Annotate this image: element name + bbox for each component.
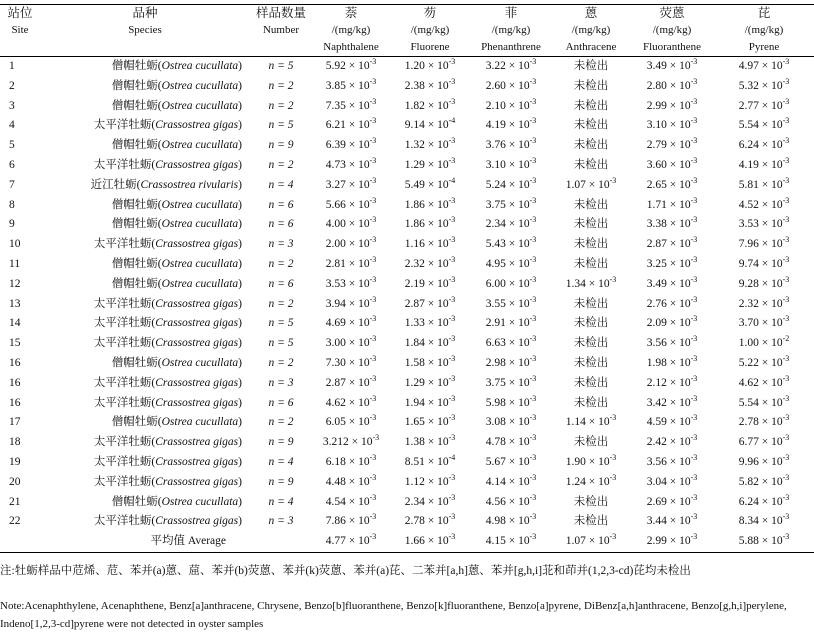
value-cell: $3.10 \times 10^{-3}$ [646,116,698,132]
value-cell: $7.35 \times 10^{-3}$ [325,96,377,112]
table-row [0,255,814,275]
compound-header-en: Naphthalene [312,39,390,57]
value-cell: $5.24 \times 10^{-3}$ [485,175,537,191]
site-cell: 16 [9,396,21,409]
species-cell: 僧帽牡蛎(Ostrea cucullata) [111,416,242,429]
sample-number-cell: n = 2 [268,416,294,429]
unit-label: /(mg/kg) [744,24,784,36]
species-cell: 僧帽牡蛎(Ostrea cucullata) [111,79,242,92]
value-cell: $3.212 \times 10^{-3}$ [322,433,380,449]
blank-cell [0,532,40,552]
site-cell: 22 [9,515,21,528]
value-cell: $9.74 \times 10^{-3}$ [738,254,790,270]
value-cell: $3.53 \times 10^{-3}$ [738,215,790,231]
table-row [0,77,814,97]
value-cell: $4.97 \times 10^{-3}$ [738,57,790,72]
blank-header-cell [0,39,40,57]
species-cell: 太平洋牡蛎(Crassostrea gigas) [93,317,242,330]
value-cell: $5.88 \times 10^{-3}$ [714,532,814,552]
sample-number-cell: n = 3 [268,515,294,528]
value-cell: $5.22 \times 10^{-3}$ [738,353,790,369]
value-cell: $1.24 \times 10^{-3}$ [565,472,617,488]
blank-header-cell [250,39,312,57]
value-cell: $4.69 \times 10^{-3}$ [325,314,377,330]
value-cell: $4.56 \times 10^{-3}$ [485,492,537,508]
value-cell: $1.65 \times 10^{-3}$ [404,413,456,429]
value-cell: $1.07 \times 10^{-3}$ [565,175,617,191]
table-row [0,413,814,433]
table-row [0,314,814,334]
value-cell: $1.29 \times 10^{-3}$ [404,373,456,389]
value-cell: $1.12 \times 10^{-3}$ [404,472,456,488]
sample-number-cell: n = 5 [268,60,294,72]
value-cell: $2.81 \times 10^{-3}$ [325,254,377,270]
value-cell: $5.92 \times 10^{-3}$ [325,57,377,72]
site-cell: 6 [9,158,15,171]
species-cell: 僧帽牡蛎(Ostrea cucullata) [111,257,242,270]
footnote-en: Note:Acenaphthylene, Acenaphthene, Benz[a]anthracene, Chrysene, Benzo[b]fluoranthene, Benzo[k]fluoranthene, Benzo[a]pyrene, DiBenz[a,h]anthracene, Benzo[g,h,i]perylene, Indeno[1,2,3-cd]pyrene were not detected in oyster samples [0,600,787,630]
value-cell: $2.42 \times 10^{-3}$ [646,433,698,449]
species-cell: 僧帽牡蛎(Ostrea cucullata) [111,60,242,72]
value-cell: $3.75 \times 10^{-3}$ [485,373,537,389]
sample-number-cell: n = 6 [268,396,294,409]
footnote-zh: 注:牡蛎样品中苊烯、苊、苯并(a)蒽、䓛、苯并(b)荧蒽、苯并(k)荧蒽、苯并(a)芘、二苯并[a,h]蒽、苯并[g,h,i]苝和茚并(1,2,3-cd)芘均未检出 [0,565,691,577]
value-cell: $4.54 \times 10^{-3}$ [325,492,377,508]
value-cell: $2.76 \times 10^{-3}$ [646,294,698,310]
site-cell: 14 [9,317,21,330]
not-detected-cell: 未检出 [573,238,609,251]
value-cell: $8.34 \times 10^{-3}$ [738,512,790,528]
unit-label: /(mg/kg) [491,24,531,36]
value-cell: $2.77 \times 10^{-3}$ [738,96,790,112]
species-header-zh: 品种 [40,5,250,23]
not-detected-cell: 未检出 [573,198,609,211]
value-cell: $1.14 \times 10^{-3}$ [565,413,617,429]
site-header-zh: 站位 [0,5,40,23]
average-row [0,532,814,552]
species-cell: 太平洋牡蛎(Crassostrea gigas) [93,515,242,528]
site-cell: 7 [9,178,15,191]
value-cell: $2.00 \times 10^{-3}$ [325,235,377,251]
value-cell: $5.54 \times 10^{-3}$ [738,393,790,409]
species-cell: 僧帽牡蛎(Ostrea cucullata) [111,218,242,231]
value-cell: $6.05 \times 10^{-3}$ [325,413,377,429]
value-cell: $3.60 \times 10^{-3}$ [646,155,698,171]
value-cell: $3.70 \times 10^{-3}$ [738,314,790,330]
value-cell: $4.19 \times 10^{-3}$ [738,155,790,171]
not-detected-cell: 未检出 [573,119,609,132]
sample-number-cell: n = 5 [268,337,294,350]
sample-number-cell: n = 2 [268,356,294,369]
number-header-en: Number [262,24,300,36]
table-header [0,5,814,57]
value-cell: $1.16 \times 10^{-3}$ [404,235,456,251]
value-cell: $4.78 \times 10^{-3}$ [485,433,537,449]
compound-header-zh: 荧蒽 [630,5,714,23]
table-row [0,295,814,315]
table-row [0,215,814,235]
not-detected-cell: 未检出 [573,99,609,112]
compound-header-zh: 芴 [390,5,470,23]
not-detected-cell: 未检出 [573,158,609,171]
value-cell: $4.14 \times 10^{-3}$ [485,472,537,488]
sample-number-cell: n = 6 [268,277,294,290]
value-cell: $4.48 \times 10^{-3}$ [325,472,377,488]
sample-number-cell: n = 9 [268,475,294,488]
site-cell: 15 [9,337,21,350]
value-cell: $3.85 \times 10^{-3}$ [325,76,377,92]
unit-label: /(mg/kg) [571,24,611,36]
sample-number-cell: n = 6 [268,218,294,231]
not-detected-cell: 未检出 [573,337,609,350]
value-cell: $1.86 \times 10^{-3}$ [404,195,456,211]
table-row [0,97,814,117]
site-cell: 2 [9,79,15,92]
site-cell: 21 [9,495,21,508]
value-cell: $7.86 \times 10^{-3}$ [325,512,377,528]
value-cell: $2.99 \times 10^{-3}$ [630,532,714,552]
not-detected-cell: 未检出 [573,495,609,508]
site-cell: 11 [9,257,21,270]
not-detected-cell: 未检出 [573,297,609,310]
not-detected-cell: 未检出 [573,376,609,389]
table-row [0,116,814,136]
value-cell: $4.62 \times 10^{-3}$ [325,393,377,409]
site-cell: 9 [9,218,15,231]
value-cell: $4.62 \times 10^{-3}$ [738,373,790,389]
value-cell: $3.56 \times 10^{-3}$ [646,452,698,468]
value-cell: $1.86 \times 10^{-3}$ [404,215,456,231]
sample-number-cell: n = 4 [268,495,294,508]
value-cell: $8.51 \times 10^{-4}$ [404,452,456,468]
value-cell: $1.71 \times 10^{-3}$ [646,195,698,211]
sample-number-cell: n = 3 [268,376,294,389]
table-row [0,156,814,176]
site-cell: 20 [9,475,21,488]
sample-number-cell: n = 5 [268,317,294,330]
species-cell: 太平洋牡蛎(Crassostrea gigas) [93,238,242,251]
value-cell: $9.14 \times 10^{-4}$ [404,116,456,132]
table-row [0,473,814,493]
sample-number-cell: n = 2 [268,99,294,112]
value-cell: $3.75 \times 10^{-3}$ [485,195,537,211]
value-cell: $2.65 \times 10^{-3}$ [646,175,698,191]
value-cell: $4.19 \times 10^{-3}$ [485,116,537,132]
sample-number-cell: n = 2 [268,158,294,171]
value-cell: $1.29 \times 10^{-3}$ [404,155,456,171]
value-cell: $6.00 \times 10^{-3}$ [485,274,537,290]
table-row [0,512,814,532]
value-cell: $3.44 \times 10^{-3}$ [646,512,698,528]
value-cell: $4.15 \times 10^{-3}$ [470,532,552,552]
compound-header-en: Fluorene [390,39,470,57]
value-cell: $7.30 \times 10^{-3}$ [325,353,377,369]
value-cell: $6.39 \times 10^{-3}$ [325,136,377,152]
average-label: 平均值 Average [40,532,250,552]
value-cell: $3.49 \times 10^{-3}$ [646,274,698,290]
pah-concentration-table [0,4,814,553]
value-cell: $1.66 \times 10^{-3}$ [390,532,470,552]
species-cell: 太平洋牡蛎(Crassostrea gigas) [93,436,242,449]
unit-label: /(mg/kg) [652,24,692,36]
value-cell: $2.10 \times 10^{-3}$ [485,96,537,112]
species-cell: 太平洋牡蛎(Crassostrea gigas) [93,455,242,468]
value-cell: $2.12 \times 10^{-3}$ [646,373,698,389]
value-cell: $1.98 \times 10^{-3}$ [646,353,698,369]
value-cell: $3.00 \times 10^{-3}$ [325,334,377,350]
value-cell: $1.07 \times 10^{-3}$ [552,532,630,552]
not-detected-cell: 未检出 [573,436,609,449]
blank-cell [250,532,312,552]
value-cell: $1.82 \times 10^{-3}$ [404,96,456,112]
table-body [0,57,814,553]
species-cell: 僧帽牡蛎(Ostrea cucullata) [111,356,242,369]
site-cell: 5 [9,139,15,152]
value-cell: $2.34 \times 10^{-3}$ [485,215,537,231]
species-header-en: Species [128,24,162,36]
value-cell: $2.38 \times 10^{-3}$ [404,76,456,92]
table-row [0,196,814,216]
value-cell: $1.38 \times 10^{-3}$ [404,433,456,449]
unit-label: /(mg/kg) [331,24,371,36]
table-row [0,493,814,513]
value-cell: $2.87 \times 10^{-3}$ [404,294,456,310]
value-cell: $5.98 \times 10^{-3}$ [485,393,537,409]
value-cell: $4.00 \times 10^{-3}$ [325,215,377,231]
value-cell: $3.94 \times 10^{-3}$ [325,294,377,310]
table-row [0,334,814,354]
not-detected-cell: 未检出 [573,257,609,270]
species-cell: 太平洋牡蛎(Crassostrea gigas) [93,158,242,171]
site-cell: 10 [9,238,21,251]
value-cell: $6.24 \times 10^{-3}$ [738,492,790,508]
value-cell: $2.78 \times 10^{-3}$ [404,512,456,528]
compound-header-zh: 芘 [714,5,814,23]
value-cell: $3.10 \times 10^{-3}$ [485,155,537,171]
value-cell: $5.66 \times 10^{-3}$ [325,195,377,211]
species-cell: 近江牡蛎(Crassostrea rivularis) [90,178,242,191]
not-detected-cell: 未检出 [573,317,609,330]
not-detected-cell: 未检出 [573,60,609,72]
not-detected-cell: 未检出 [573,218,609,231]
value-cell: $2.91 \times 10^{-3}$ [485,314,537,330]
not-detected-cell: 未检出 [573,356,609,369]
value-cell: $1.20 \times 10^{-3}$ [404,57,456,72]
value-cell: $4.95 \times 10^{-3}$ [485,254,537,270]
site-cell: 12 [9,277,21,290]
value-cell: $2.09 \times 10^{-3}$ [646,314,698,330]
value-cell: $6.24 \times 10^{-3}$ [738,136,790,152]
sample-number-cell: n = 9 [268,436,294,449]
value-cell: $9.96 \times 10^{-3}$ [738,452,790,468]
not-detected-cell: 未检出 [573,396,609,409]
value-cell: $5.54 \times 10^{-3}$ [738,116,790,132]
value-cell: $1.90 \times 10^{-3}$ [565,452,617,468]
compound-header-en: Anthracene [552,39,630,57]
value-cell: $3.22 \times 10^{-3}$ [485,57,537,72]
sample-number-cell: n = 3 [268,238,294,251]
site-cell: 8 [9,198,15,211]
not-detected-cell: 未检出 [573,79,609,92]
table-row [0,433,814,453]
sample-number-cell: n = 5 [268,119,294,132]
sample-number-cell: n = 2 [268,257,294,270]
value-cell: $2.69 \times 10^{-3}$ [646,492,698,508]
value-cell: $3.53 \times 10^{-3}$ [325,274,377,290]
species-cell: 僧帽牡蛎(Ostrea cucullata) [111,495,242,508]
not-detected-cell: 未检出 [573,515,609,528]
value-cell: $2.32 \times 10^{-3}$ [404,254,456,270]
value-cell: $3.76 \times 10^{-3}$ [485,136,537,152]
species-cell: 僧帽牡蛎(Ostrea cucullata) [111,277,242,290]
value-cell: $3.42 \times 10^{-3}$ [646,393,698,409]
unit-label: /(mg/kg) [410,24,450,36]
value-cell: $2.32 \times 10^{-3}$ [738,294,790,310]
value-cell: $3.49 \times 10^{-3}$ [646,57,698,72]
value-cell: $5.43 \times 10^{-3}$ [485,235,537,251]
species-cell: 太平洋牡蛎(Crassostrea gigas) [93,337,242,350]
compound-header-zh: 萘 [312,5,390,23]
value-cell: $2.34 \times 10^{-3}$ [404,492,456,508]
site-cell: 16 [9,376,21,389]
value-cell: $5.81 \times 10^{-3}$ [738,175,790,191]
table-row [0,394,814,414]
value-cell: $4.73 \times 10^{-3}$ [325,155,377,171]
sample-number-cell: n = 9 [268,139,294,152]
compound-header-en: Phenanthrene [470,39,552,57]
value-cell: $1.34 \times 10^{-3}$ [565,274,617,290]
value-cell: $2.99 \times 10^{-3}$ [646,96,698,112]
site-cell: 4 [9,119,15,132]
value-cell: $1.58 \times 10^{-3}$ [404,353,456,369]
sample-number-cell: n = 4 [268,455,294,468]
value-cell: $4.52 \times 10^{-3}$ [738,195,790,211]
sample-number-cell: n = 2 [268,297,294,310]
table-row [0,57,814,77]
species-cell: 太平洋牡蛎(Crassostrea gigas) [93,396,242,409]
value-cell: $9.28 \times 10^{-3}$ [738,274,790,290]
value-cell: $3.04 \times 10^{-3}$ [646,472,698,488]
site-cell: 16 [9,356,21,369]
compound-header-zh: 蒽 [552,5,630,23]
table-row [0,136,814,156]
value-cell: $4.59 \times 10^{-3}$ [646,413,698,429]
value-cell: $5.49 \times 10^{-4}$ [404,175,456,191]
value-cell: $1.33 \times 10^{-3}$ [404,314,456,330]
value-cell: $2.60 \times 10^{-3}$ [485,76,537,92]
compound-header-zh: 菲 [470,5,552,23]
value-cell: $3.38 \times 10^{-3}$ [646,215,698,231]
value-cell: $2.19 \times 10^{-3}$ [404,274,456,290]
site-cell: 17 [9,416,21,429]
table-row [0,354,814,374]
site-header-en: Site [11,24,29,36]
site-cell: 1 [9,60,15,72]
value-cell: $2.87 \times 10^{-3}$ [646,235,698,251]
table-row [0,235,814,255]
value-cell: $4.98 \times 10^{-3}$ [485,512,537,528]
value-cell: $1.32 \times 10^{-3}$ [404,136,456,152]
sample-number-cell: n = 2 [268,79,294,92]
site-cell: 3 [9,99,15,112]
value-cell: $2.80 \times 10^{-3}$ [646,76,698,92]
number-header-zh: 样品数量 [250,5,312,23]
compound-header-en: Fluoranthene [630,39,714,57]
not-detected-cell: 未检出 [573,139,609,152]
species-cell: 太平洋牡蛎(Crassostrea gigas) [93,376,242,389]
value-cell: $1.00 \times 10^{-2}$ [738,334,790,350]
value-cell: $6.63 \times 10^{-3}$ [485,334,537,350]
species-cell: 僧帽牡蛎(Ostrea cucullata) [111,99,242,112]
site-cell: 19 [9,455,21,468]
value-cell: $6.18 \times 10^{-3}$ [325,452,377,468]
species-cell: 僧帽牡蛎(Ostrea cucullata) [111,198,242,211]
table-row [0,453,814,473]
compound-header-en: Pyrene [714,39,814,57]
table-row [0,374,814,394]
value-cell: $3.25 \times 10^{-3}$ [646,254,698,270]
value-cell: $6.77 \times 10^{-3}$ [738,433,790,449]
value-cell: $7.96 \times 10^{-3}$ [738,235,790,251]
value-cell: $3.27 \times 10^{-3}$ [325,175,377,191]
value-cell: $3.55 \times 10^{-3}$ [485,294,537,310]
table-row [0,275,814,295]
value-cell: $2.78 \times 10^{-3}$ [738,413,790,429]
value-cell: $6.21 \times 10^{-3}$ [325,116,377,132]
species-cell: 僧帽牡蛎(Ostrea cucullata) [111,139,242,152]
table-row [0,176,814,196]
value-cell: $1.84 \times 10^{-3}$ [404,334,456,350]
value-cell: $2.87 \times 10^{-3}$ [325,373,377,389]
value-cell: $5.32 \times 10^{-3}$ [738,76,790,92]
value-cell: $1.94 \times 10^{-3}$ [404,393,456,409]
species-cell: 太平洋牡蛎(Crassostrea gigas) [93,119,242,132]
value-cell: $5.67 \times 10^{-3}$ [485,452,537,468]
value-cell: $3.56 \times 10^{-3}$ [646,334,698,350]
blank-header-cell [40,39,250,57]
sample-number-cell: n = 4 [268,178,294,191]
value-cell: $5.82 \times 10^{-3}$ [738,472,790,488]
site-cell: 18 [9,436,21,449]
value-cell: $2.98 \times 10^{-3}$ [485,353,537,369]
species-cell: 太平洋牡蛎(Crassostrea gigas) [93,297,242,310]
sample-number-cell: n = 6 [268,198,294,211]
species-cell: 太平洋牡蛎(Crassostrea gigas) [93,475,242,488]
value-cell: $3.08 \times 10^{-3}$ [485,413,537,429]
value-cell: $2.79 \times 10^{-3}$ [646,136,698,152]
value-cell: $4.77 \times 10^{-3}$ [312,532,390,552]
site-cell: 13 [9,297,21,310]
